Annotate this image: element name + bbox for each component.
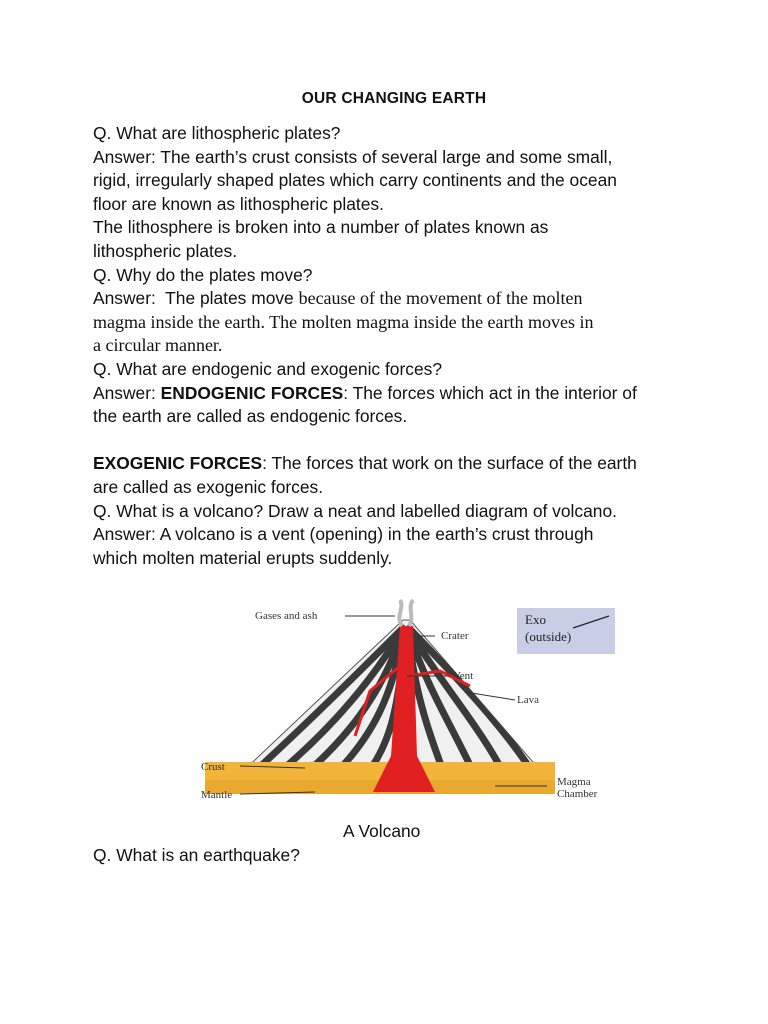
answer-1-line-2: rigid, irregularly shaped plates which carry continents and the ocean: [93, 170, 617, 191]
volcano-diagram: [195, 596, 615, 816]
answer-3-line-1: [93, 382, 683, 406]
exo-arrow-icon: [571, 614, 611, 630]
question-4: Q. What is a volcano? Draw a neat and labelled diagram of volcano.: [93, 500, 617, 521]
document-body: [93, 122, 683, 570]
label-magma-line-1: Magma: [557, 776, 591, 788]
answer-2-line-1: [93, 287, 683, 311]
label-vent: Vent: [453, 670, 474, 682]
answer-3-prefix: Answer:: [93, 382, 161, 403]
label-mantle: Mantle: [201, 789, 233, 801]
answer-4-line-2: which molten material erupts suddenly.: [93, 547, 393, 568]
answer-1-line-1: Answer: The earth’s crust consists of several large and some small,: [93, 146, 613, 167]
question-2: Q. Why do the plates move?: [93, 264, 313, 285]
paragraph-gap: [93, 429, 683, 453]
question-5: Q. What is an earthquake?: [93, 845, 300, 865]
exo-outside-box: [517, 608, 615, 654]
exogenic-line-1: [93, 452, 683, 476]
answer-1-line-4: The lithosphere is broken into a number of plates known as: [93, 217, 549, 238]
answer-3-line-2: the earth are called as endogenic forces.: [93, 406, 408, 427]
exogenic-line-2: are called as exogenic forces.: [93, 476, 324, 497]
endogenic-definition: : The forces which act in the interior of: [343, 382, 637, 403]
diagram-caption: A Volcano: [343, 821, 421, 841]
exo-outside-label: (outside): [525, 629, 572, 644]
label-crater: Crater: [441, 630, 469, 642]
label-magma-line-2: Chamber: [557, 788, 598, 800]
page-title: OUR CHANGING EARTH: [301, 90, 487, 107]
exo-label: Exo: [525, 612, 546, 627]
crust-layer: [205, 762, 555, 780]
endogenic-term: ENDOGENIC FORCES: [160, 382, 344, 403]
answer-2-serif-1: because of the movement of the molten: [298, 288, 583, 309]
label-lava: Lava: [517, 694, 539, 706]
answer-4-line-1: Answer: A volcano is a vent (opening) in the earth’s crust through: [93, 524, 594, 545]
label-gases-ash: Gases and ash: [255, 610, 318, 622]
answer-2-line-2: magma inside the earth. The molten magma inside the earth moves in: [93, 311, 594, 332]
question-3: Q. What are endogenic and exogenic forces?: [93, 358, 442, 379]
answer-1-line-3: floor are known as lithospheric plates.: [93, 193, 384, 214]
label-magma-chamber: [557, 776, 597, 800]
exogenic-definition: : The forces that work on the surface of the earth: [262, 453, 637, 474]
exogenic-term: EXOGENIC FORCES: [93, 453, 263, 474]
answer-2-line-3: a circular manner.: [93, 335, 223, 356]
label-crust: Crust: [201, 761, 225, 773]
answer-2-prefix: Answer: The plates move: [93, 288, 299, 309]
exo-box-text: [525, 611, 571, 645]
question-1: Q. What are lithospheric plates?: [93, 123, 341, 143]
answer-1-line-5: lithospheric plates.: [93, 240, 238, 261]
